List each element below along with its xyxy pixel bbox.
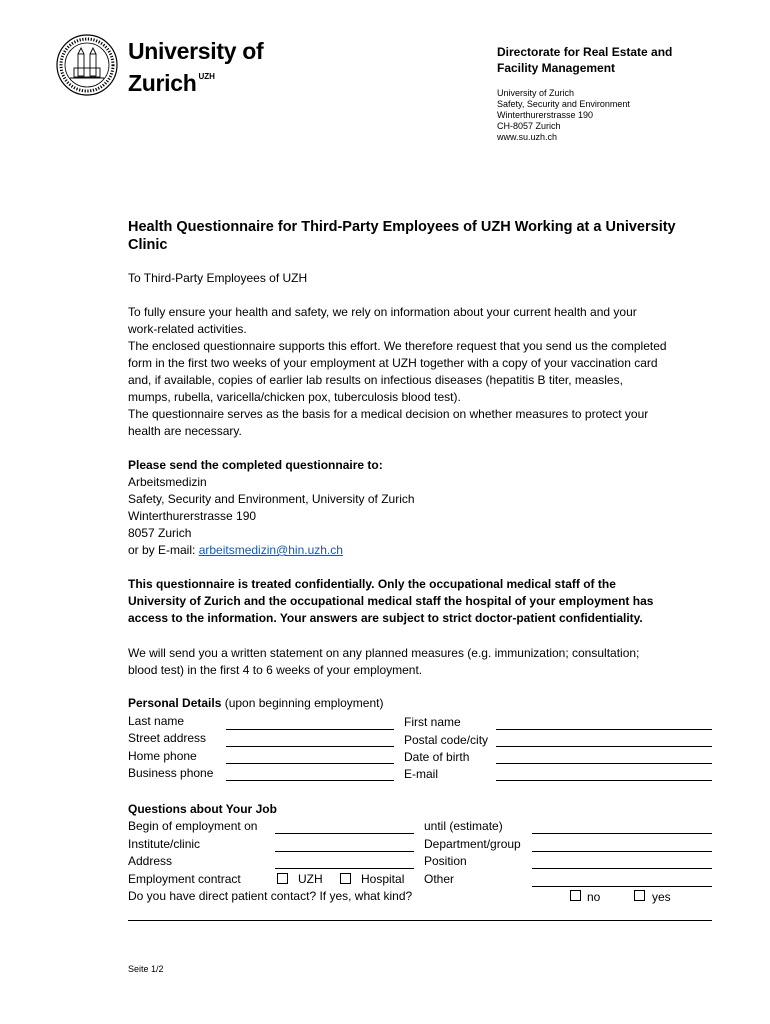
send-to-heading: Please send the completed questionnaire to: (128, 458, 383, 472)
job-address-label: Address (128, 854, 173, 868)
first-name-label: First name (404, 715, 461, 729)
employment-contract-label: Employment contract (128, 872, 241, 886)
intro-line: mumps, rubella, varicella/chicken pox, tuberculosis blood test). (128, 390, 461, 404)
sender-address (497, 88, 630, 143)
uzh-option-label: UZH (298, 872, 323, 886)
statement-paragraph (128, 645, 718, 679)
salutation: To Third-Party Employees of UZH (128, 271, 308, 285)
intro-line: To fully ensure your health and safety, we rely on information about your current health and your (128, 305, 637, 319)
postal-code-city-field[interactable] (496, 746, 712, 747)
intro-line: The questionnaire serves as the basis for a medical decision on whether measures to protect your (128, 407, 649, 421)
personal-heading-text: Personal Details (128, 696, 222, 710)
yes-label: yes (652, 890, 671, 904)
other-label: Other (424, 872, 455, 886)
home-phone-field[interactable] (226, 763, 394, 764)
confidentiality-notice (128, 576, 718, 627)
department-group-field[interactable] (532, 851, 712, 852)
address-line: University of Zurich (497, 88, 575, 98)
business-phone-field[interactable] (226, 780, 394, 781)
date-of-birth-label: Date of birth (404, 750, 470, 764)
confidential-line: University of Zurich and the occupational medical staff the hospital of your employment has (128, 594, 654, 608)
university-logo-text (128, 38, 263, 96)
no-label: no (587, 890, 601, 904)
page-number: Seite 1/2 (128, 964, 164, 974)
email-label: E-mail (404, 767, 439, 781)
email-prefix: or by E-mail: (128, 543, 199, 557)
hospital-option-label: Hospital (361, 872, 405, 886)
patient-contact-answer-field[interactable] (128, 920, 712, 921)
email-field[interactable] (496, 780, 712, 781)
begin-employment-label: Begin of employment on (128, 819, 258, 833)
hospital-checkbox[interactable] (340, 873, 351, 884)
department-line1: Directorate for Real Estate and (497, 45, 673, 59)
no-checkbox[interactable] (570, 890, 581, 901)
logo-superscript: UZH (198, 72, 215, 81)
logo-line1: University of (128, 38, 264, 64)
date-of-birth-field[interactable] (496, 763, 712, 764)
uzh-checkbox[interactable] (277, 873, 288, 884)
send-to-line: Safety, Security and Environment, University of Zurich (128, 492, 415, 506)
address-line: CH-8057 Zurich (497, 121, 561, 131)
department-line2: Facility Management (497, 61, 616, 75)
job-address-field[interactable] (275, 868, 414, 869)
intro-line: The enclosed questionnaire supports this effort. We therefore request that you send us the completed (128, 339, 667, 353)
send-to-line: Arbeitsmedizin (128, 475, 207, 489)
job-heading: Questions about Your Job (128, 802, 277, 816)
address-line: Winterthurerstrasse 190 (497, 110, 594, 120)
business-phone-label: Business phone (128, 766, 214, 780)
last-name-label: Last name (128, 714, 185, 728)
intro-line: health are necessary. (128, 424, 242, 438)
intro-line: work-related activities. (128, 322, 247, 336)
yes-checkbox[interactable] (634, 890, 645, 901)
home-phone-label: Home phone (128, 749, 197, 763)
postal-code-city-label: Postal code/city (404, 733, 489, 747)
intro-line: and, if available, copies of earlier lab results on infectious diseases (hepatitis B titer, measles, (128, 373, 623, 387)
send-to-line: Winterthurerstrasse 190 (128, 509, 257, 523)
institute-clinic-field[interactable] (275, 851, 414, 852)
university-seal-logo (56, 34, 118, 96)
address-line: Safety, Security and Environment (497, 99, 630, 109)
other-contract-field[interactable] (532, 886, 712, 887)
send-to-block (128, 457, 718, 559)
first-name-field[interactable] (496, 729, 712, 730)
until-estimate-field[interactable] (532, 833, 712, 834)
email-link[interactable]: arbeitsmedizin@hin.uzh.ch (198, 543, 343, 557)
intro-line: form in the first two weeks of your employment at UZH together with a copy of your vaccination card (128, 356, 658, 370)
statement-line: We will send you a written statement on any planned measures (e.g. immunization; consultation; (128, 646, 640, 660)
position-label: Position (424, 854, 467, 868)
logo-line2: Zurich (128, 70, 197, 96)
intro-paragraph (128, 304, 718, 440)
street-address-label: Street address (128, 731, 207, 745)
personal-details-heading (128, 695, 383, 712)
institute-clinic-label: Institute/clinic (128, 837, 201, 851)
website-link[interactable]: www.su.uzh.ch (497, 132, 558, 142)
patient-contact-question: Do you have direct patient contact? If yes, what kind? (128, 889, 413, 903)
last-name-field[interactable] (226, 729, 394, 730)
send-to-line: 8057 Zurich (128, 526, 192, 540)
confidential-line: This questionnaire is treated confidentially. Only the occupational medical staff of the (128, 577, 616, 591)
statement-line: blood test) in the first 4 to 6 weeks of your employment. (128, 663, 423, 677)
until-estimate-label: until (estimate) (424, 819, 503, 833)
confidential-line: access to the information. Your answers are subject to strict doctor-patient confidentiality. (128, 611, 643, 625)
document-title: Health Questionnaire for Third-Party Employees of UZH Working at a University Clinic (128, 219, 676, 253)
personal-heading-note: (upon beginning employment) (221, 696, 384, 710)
street-address-field[interactable] (226, 746, 394, 747)
department-name (497, 44, 672, 76)
position-field[interactable] (532, 868, 712, 869)
department-group-label: Department/group (424, 837, 521, 851)
begin-employment-field[interactable] (275, 833, 414, 834)
